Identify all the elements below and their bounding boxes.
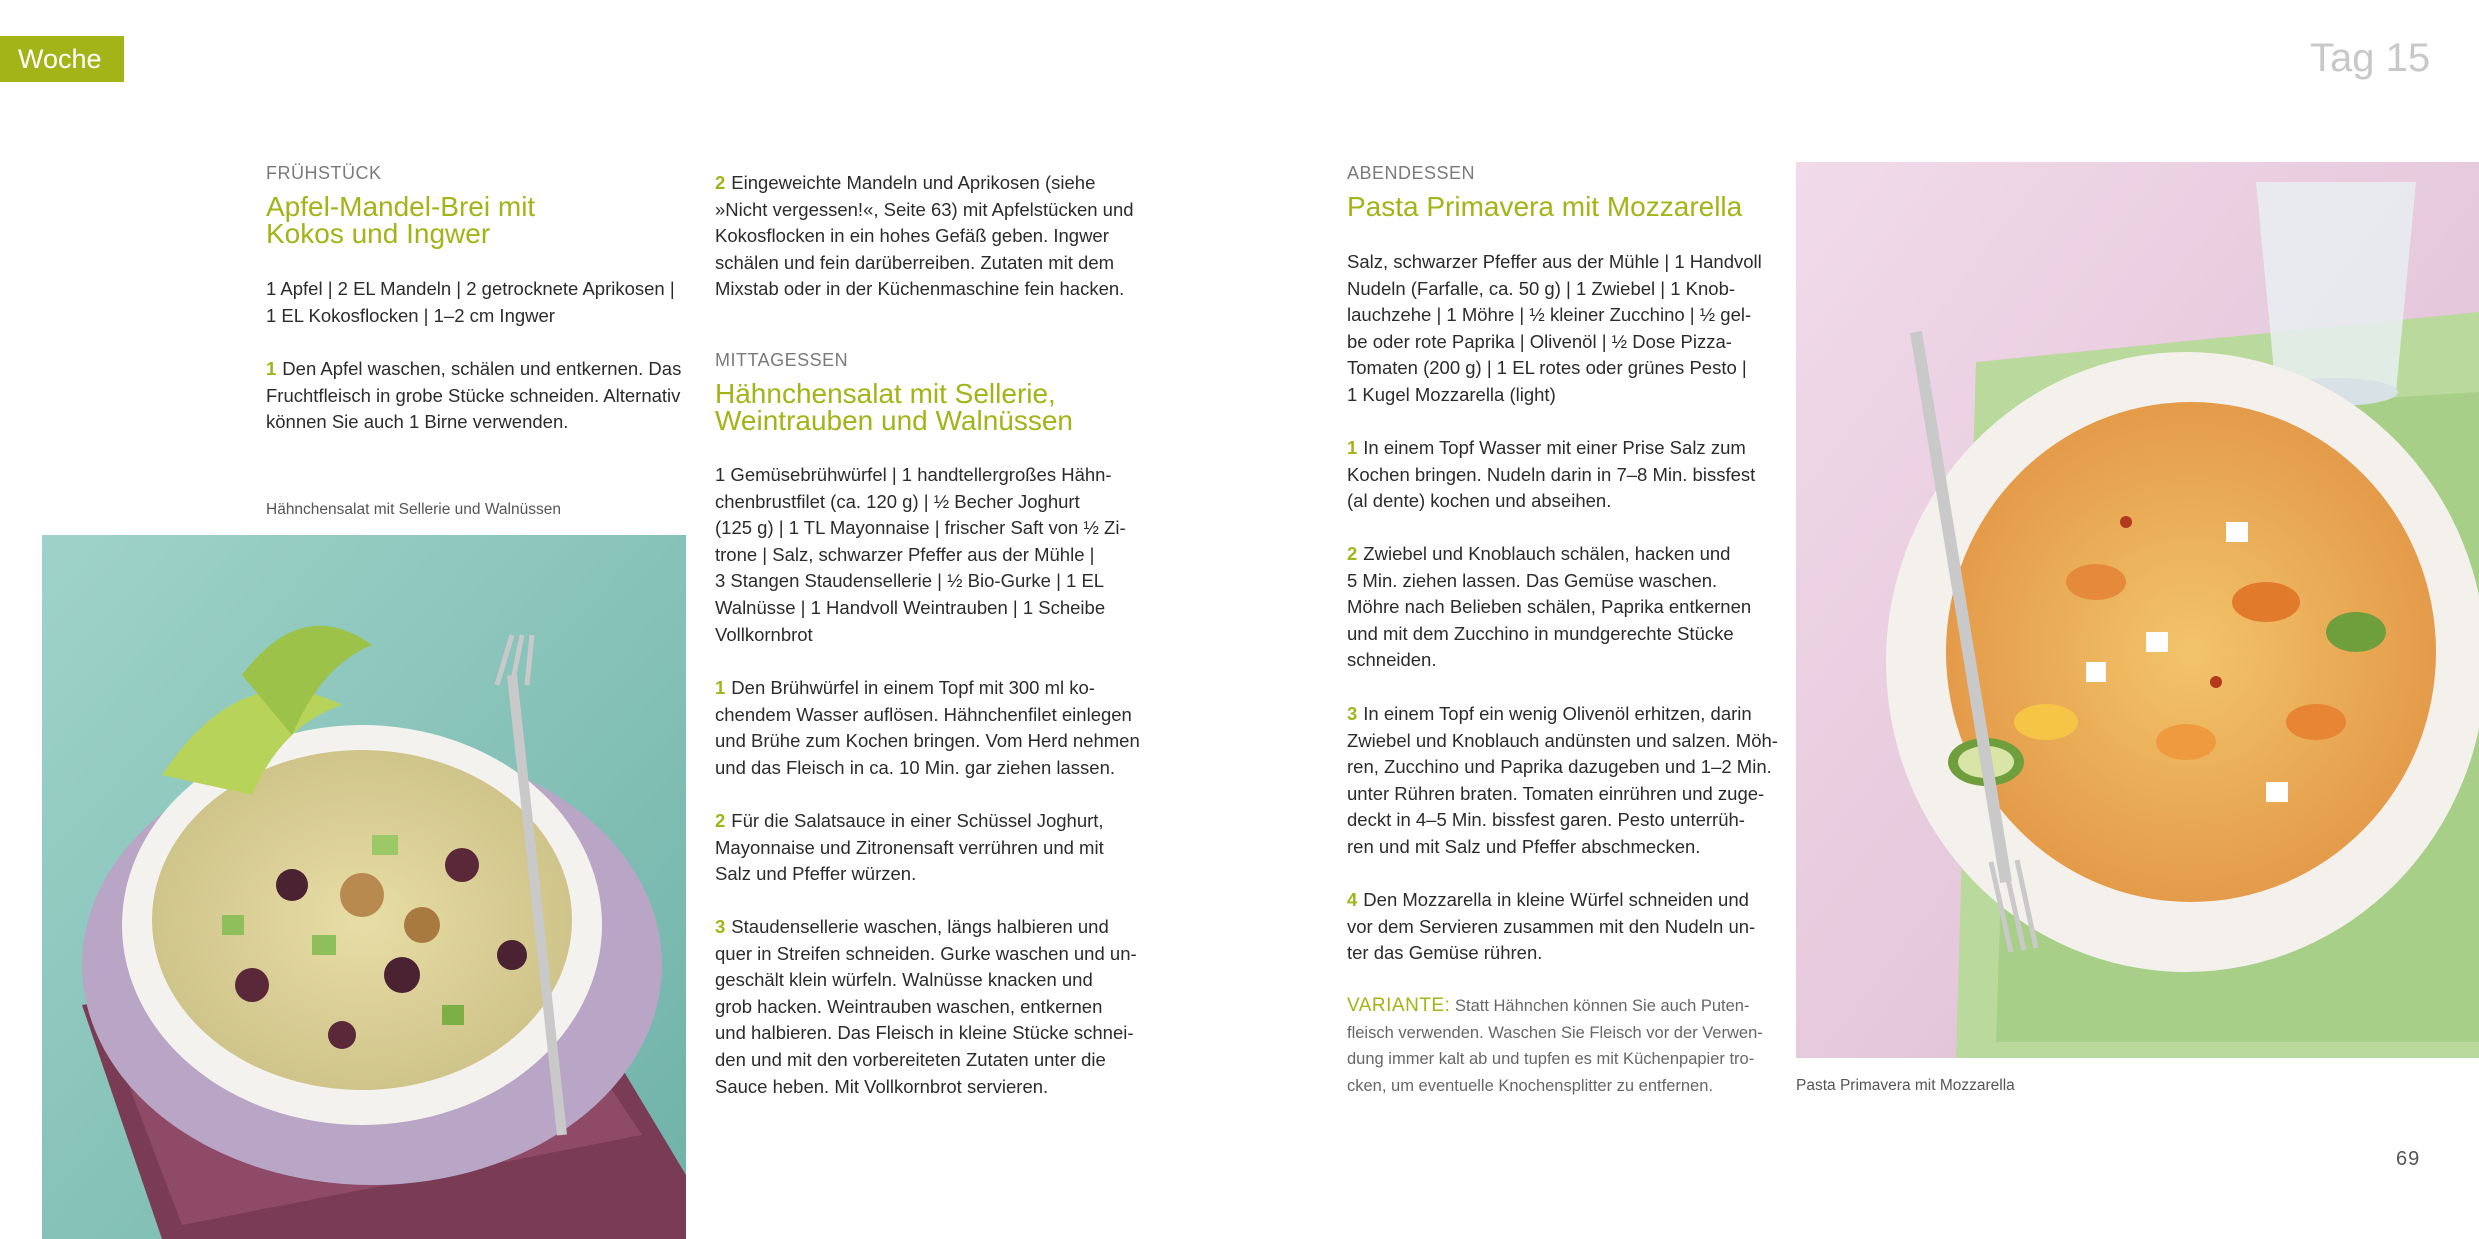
step-line: Eingeweichte Mandeln und Aprikosen (siehe [731, 172, 1096, 193]
breakfast-title-line: Kokos und Ingwer [266, 218, 491, 249]
step-line: »Nicht vergessen!«, Seite 63) mit Apfelstücken und [715, 198, 1134, 220]
step-line: deckt in 4–5 Min. bissfest garen. Pesto unterrüh- [1347, 809, 1745, 831]
lunch-label: MITTAGESSEN [715, 350, 849, 370]
step-line: vor dem Servieren zusammen mit den Nudeln un- [1347, 915, 1756, 937]
ingredients-line: Tomaten (200 g) | 1 EL rotes oder grünes Pesto | [1347, 357, 1747, 379]
lunch-ingredients [715, 462, 1126, 648]
breakfast-step-2 [715, 170, 1134, 303]
step-line: Den Brühwürfel in einem Topf mit 300 ml ko- [731, 677, 1095, 698]
ingredients-line: (125 g) | 1 TL Mayonnaise | frischer Saft von ½ Zi- [715, 517, 1126, 539]
step-line: Den Apfel waschen, schälen und entkernen. Das [282, 358, 682, 379]
week-number: 3 [18, 89, 35, 121]
step-line: In einem Topf Wasser mit einer Prise Salz zum [1363, 437, 1746, 458]
step-line: können Sie auch 1 Birne verwenden. [266, 411, 569, 433]
step-line: Kokosflocken in ein hohes Gefäß geben. Ingwer [715, 225, 1109, 247]
week-tab [0, 36, 124, 121]
pasta-photo [1796, 162, 2479, 1058]
step-line: den und mit den vorbereiteten Zutaten unter die [715, 1048, 1106, 1070]
breakfast-title-line: Apfel-Mandel-Brei mit [266, 191, 536, 222]
dinner-step-3 [1347, 701, 1778, 861]
dinner-ingredients [1347, 249, 1762, 409]
variant-label: VARIANTE: [1347, 995, 1451, 1016]
ingredients-line: trone | Salz, schwarzer Pfeffer aus der Mühle | [715, 543, 1095, 565]
step-line: und Brühe zum Kochen bringen. Vom Herd nehmen [715, 730, 1140, 752]
pasta-illustration [1796, 162, 2479, 1058]
step-line: ren, Zucchino und Paprika dazugeben und 1–2 Min. [1347, 756, 1772, 778]
step-line: unter Rühren braten. Tomaten einrühren und zuge- [1347, 782, 1765, 804]
salad-photo [42, 535, 686, 1239]
ingredients-line: Salz, schwarzer Pfeffer aus der Mühle | 1 Handvoll [1347, 251, 1762, 272]
step-line: 5 Min. ziehen lassen. Das Gemüse waschen. [1347, 569, 1718, 591]
ingredients-line: 1 Gemüsebrühwürfel | 1 handtellergroßes Hähn- [715, 464, 1112, 485]
step-line: und mit dem Zucchino in mundgerechte Stücke [1347, 622, 1734, 644]
lunch-title [715, 380, 1073, 434]
step-line: schneiden. [1347, 649, 1437, 671]
ingredients-line: 1 Apfel | 2 EL Mandeln | 2 getrocknete Aprikosen | [266, 278, 675, 299]
dinner-label: ABENDESSEN [1347, 163, 1476, 183]
ingredients-line: be oder rote Paprika | Olivenöl | ½ Dose Pizza- [1347, 330, 1732, 352]
variant-line: dung immer kalt ab und tupfen es mit Küchenpapier tro- [1347, 1050, 1755, 1068]
step-line: Mayonnaise und Zitronensaft verrühren und mit [715, 836, 1104, 858]
step-line: Für die Salatsauce in einer Schüssel Joghurt, [731, 810, 1104, 831]
step-number: 2 [715, 172, 726, 193]
breakfast-ingredients [266, 276, 675, 329]
lunch-step-3 [715, 914, 1137, 1100]
right-photo-caption: Pasta Primavera mit Mozzarella [1796, 1077, 2015, 1094]
ingredients-line: 1 Kugel Mozzarella (light) [1347, 383, 1556, 405]
ingredients-line: 1 EL Kokosflocken | 1–2 cm Ingwer [266, 304, 555, 326]
step-number: 1 [1347, 437, 1358, 458]
step-number: 3 [715, 916, 726, 937]
step-number: 2 [1347, 543, 1358, 564]
step-line: und halbieren. Das Fleisch in kleine Stücke schnei- [715, 1022, 1134, 1044]
step-line: Zwiebel und Knoblauch andünsten und salzen. Möh- [1347, 729, 1778, 751]
variant-line: cken, um eventuelle Knochensplitter zu entfernen. [1347, 1076, 1713, 1095]
step-line: Sauce heben. Mit Vollkornbrot servieren. [715, 1075, 1049, 1097]
variant-line: fleisch verwenden. Waschen Sie Fleisch vor der Verwen- [1347, 1023, 1763, 1042]
ingredients-line: lauchzehe | 1 Möhre | ½ kleiner Zucchino | ½ gel- [1347, 304, 1752, 326]
left-photo-caption: Hähnchensalat mit Sellerie und Walnüssen [266, 501, 561, 518]
step-line: grob hacken. Weintrauben waschen, entkernen [715, 995, 1103, 1017]
step-line: Mixstab oder in der Küchenmaschine fein hacken. [715, 278, 1125, 300]
dinner-step-1 [1347, 435, 1755, 515]
step-number: 1 [715, 677, 726, 698]
step-line: In einem Topf ein wenig Olivenöl erhitzen, darin [1363, 703, 1752, 724]
step-number: 3 [1347, 703, 1358, 724]
dinner-step-2 [1347, 541, 1751, 674]
dinner-title [1347, 193, 1742, 220]
dinner-title-line: Pasta Primavera mit Mozzarella [1347, 191, 1743, 222]
step-line: quer in Streifen schneiden. Gurke waschen und un- [715, 942, 1137, 964]
step-line: geschält klein würfeln. Walnüsse knacken und [715, 969, 1093, 991]
step-number: 2 [715, 810, 726, 831]
step-line: ter das Gemüse rühren. [1347, 942, 1543, 964]
breakfast-step-1 [266, 356, 681, 436]
step-line: Staudensellerie waschen, längs halbieren und [731, 916, 1109, 937]
lunch-title-line: Weintrauben und Walnüssen [715, 405, 1073, 436]
dinner-step-4 [1347, 887, 1755, 967]
lunch-step-2 [715, 808, 1104, 888]
week-label: Woche [18, 44, 102, 74]
ingredients-line: Vollkornbrot [715, 623, 813, 645]
step-line: Salz und Pfeffer würzen. [715, 863, 917, 885]
step-line: (al dente) kochen und abseihen. [1347, 490, 1612, 512]
step-line: chendem Wasser auflösen. Hähnchenfilet einlegen [715, 703, 1132, 725]
step-line: schälen und fein darüberreiben. Zutaten mit dem [715, 251, 1115, 273]
ingredients-line: Walnüsse | 1 Handvoll Weintrauben | 1 Scheibe [715, 596, 1106, 618]
lunch-title-line: Hähnchensalat mit Sellerie, [715, 378, 1056, 409]
step-line: und das Fleisch in ca. 10 Min. gar ziehen lassen. [715, 756, 1116, 778]
ingredients-line: 3 Stangen Staudensellerie | ½ Bio-Gurke | 1 EL [715, 570, 1105, 592]
page-number: 69 [2396, 1148, 2421, 1170]
step-line: ren und mit Salz und Pfeffer abschmecken. [1347, 835, 1701, 857]
step-number: 4 [1347, 889, 1358, 910]
day-label: Tag 15 [2310, 36, 2431, 80]
variant-line: Statt Hähnchen können Sie auch Puten- [1454, 997, 1750, 1015]
step-line: Den Mozzarella in kleine Würfel schneiden und [1363, 889, 1749, 910]
ingredients-line: Nudeln (Farfalle, ca. 50 g) | 1 Zwiebel | 1 Knob- [1347, 277, 1736, 299]
dinner-variant [1347, 993, 1763, 1099]
breakfast-label: FRÜHSTÜCK [266, 163, 382, 183]
ingredients-line: chenbrustfilet (ca. 120 g) | ½ Becher Joghurt [715, 490, 1080, 512]
salad-illustration [42, 535, 686, 1239]
step-line: Kochen bringen. Nudeln darin in 7–8 Min. bissfest [1347, 463, 1756, 485]
step-number: 1 [266, 358, 277, 379]
step-line: Möhre nach Belieben schälen, Paprika entkernen [1347, 596, 1752, 618]
step-line: Zwiebel und Knoblauch schälen, hacken und [1363, 543, 1731, 564]
breakfast-title [266, 193, 535, 247]
lunch-step-1 [715, 675, 1140, 781]
step-line: Fruchtfleisch in grobe Stücke schneiden. Alternativ [266, 384, 681, 406]
